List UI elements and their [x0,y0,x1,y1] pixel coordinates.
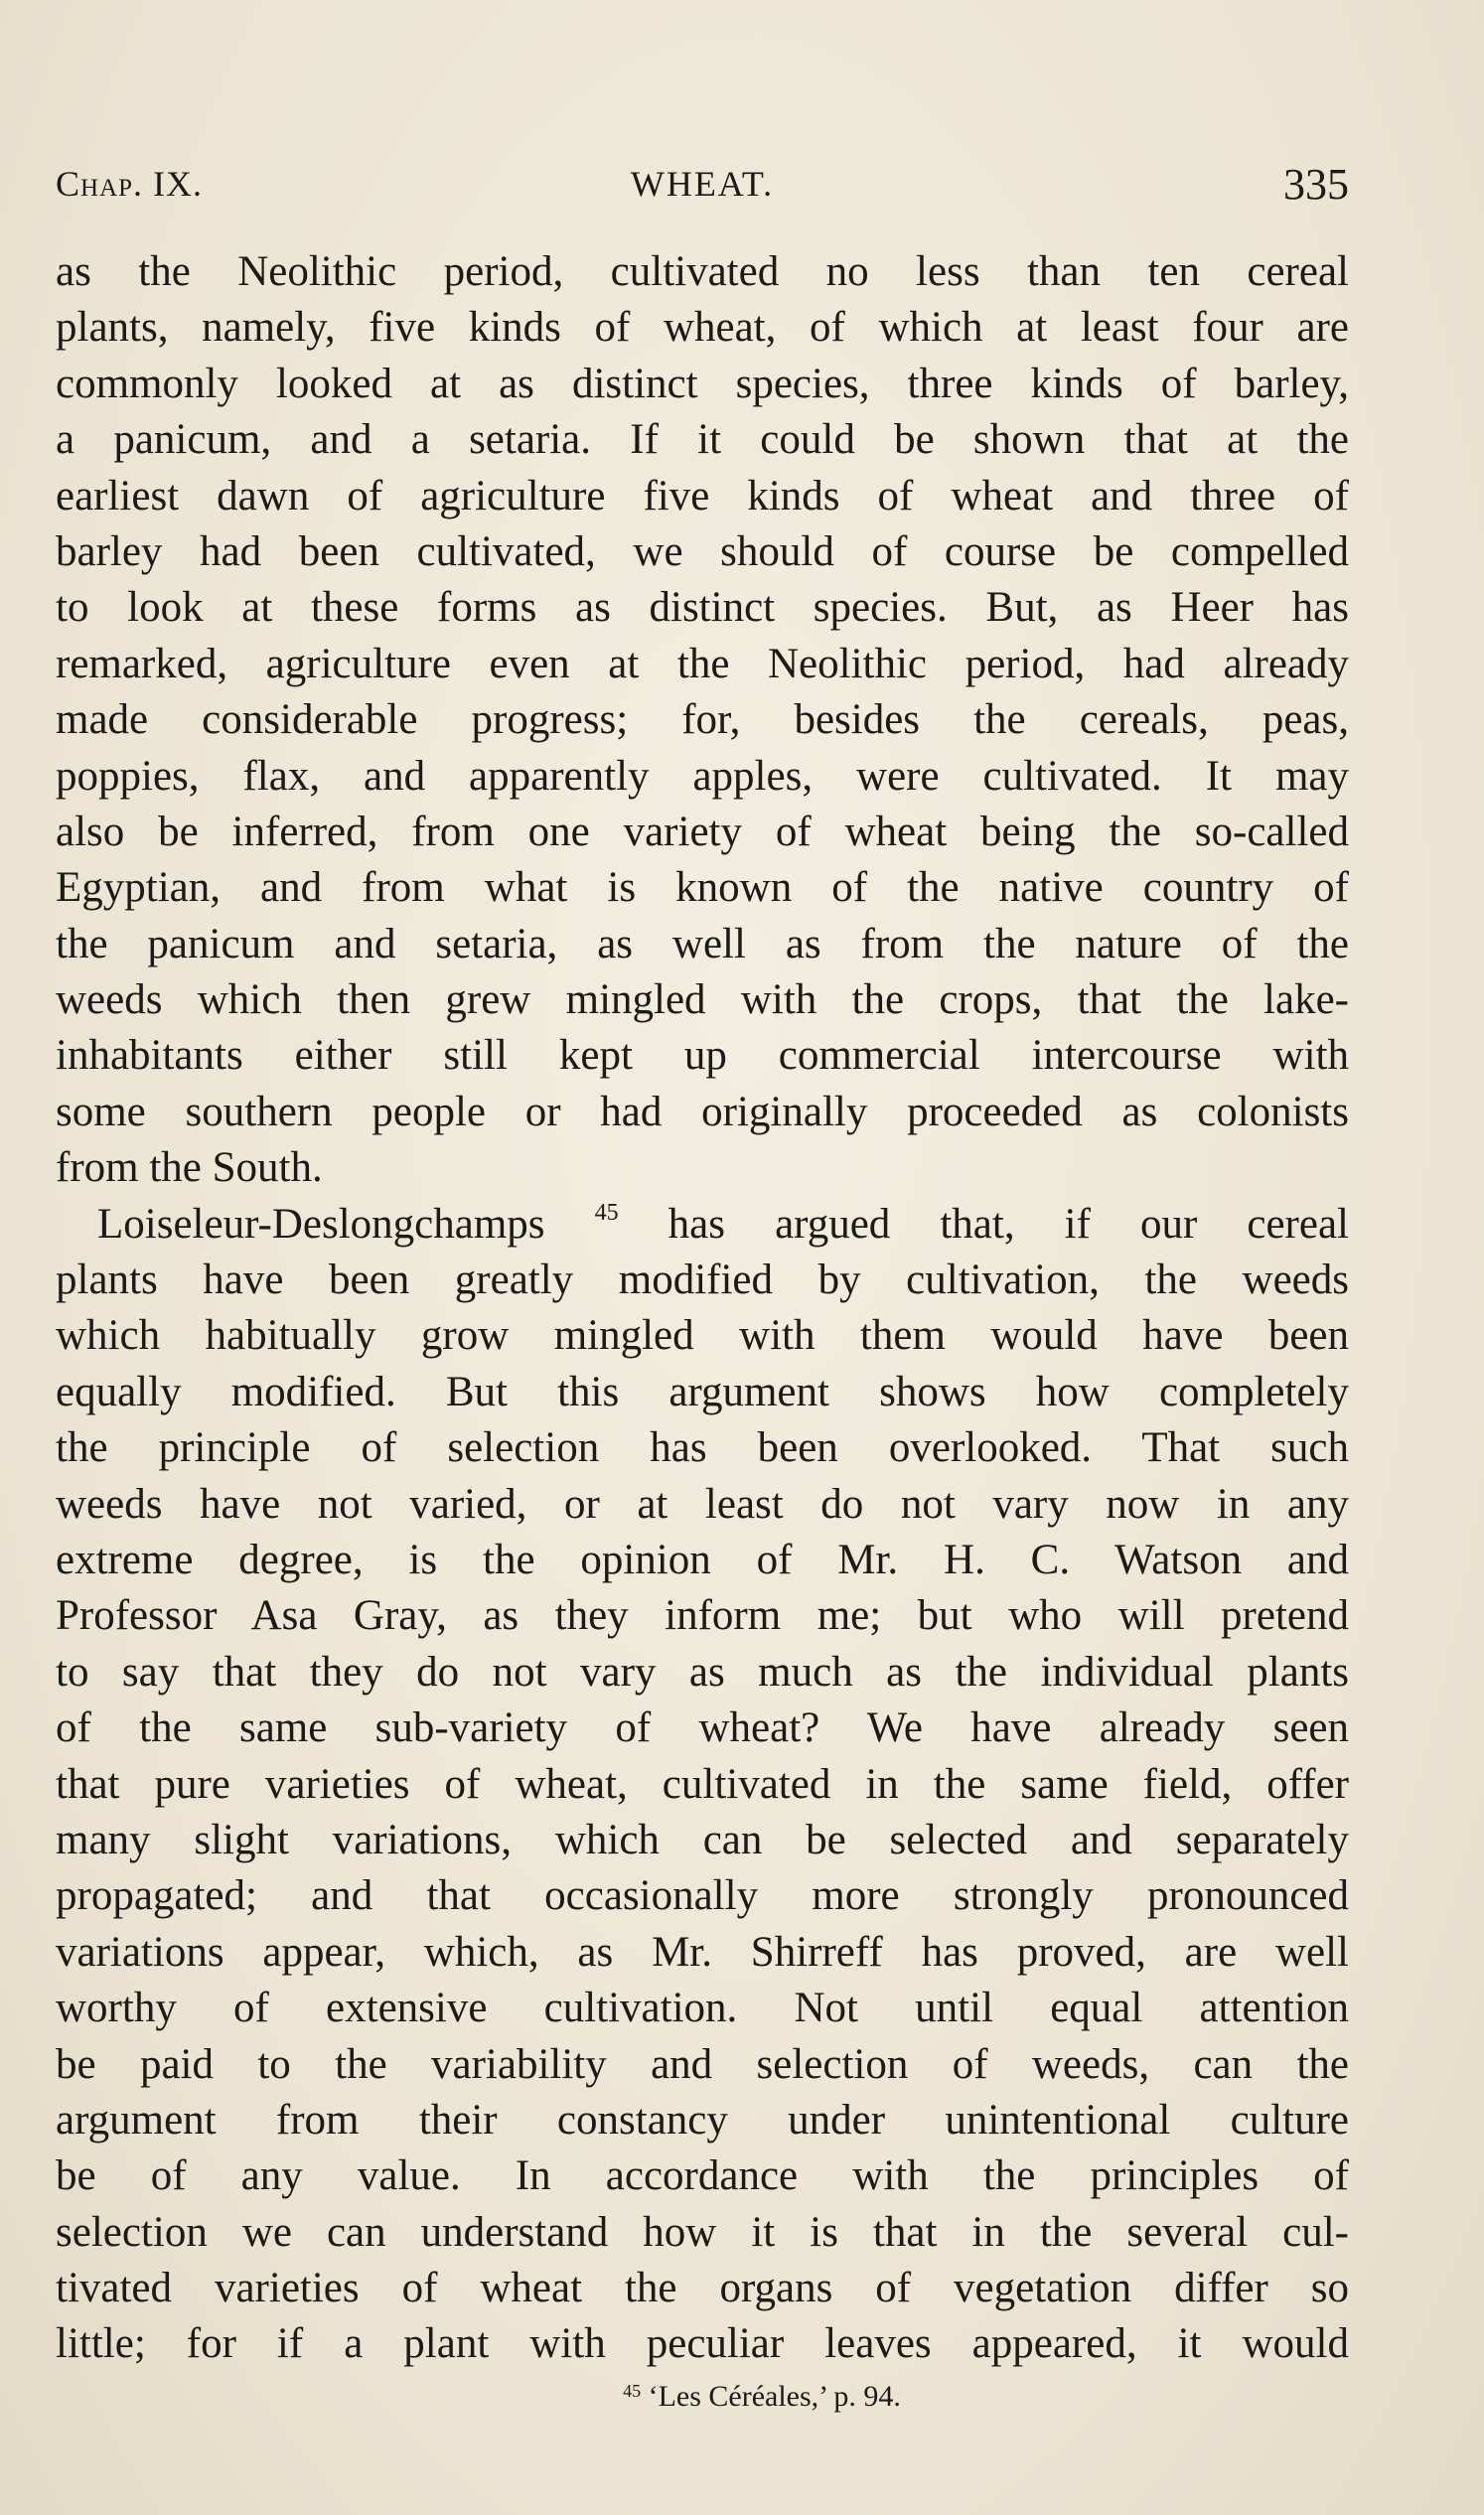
text-line: barley had been cultivated, we should of course be compelled [56,527,1349,575]
text-line: extreme degree, is the opinion of Mr. H. C. Watson and [56,1536,1349,1583]
text-line: the panicum and setaria, as well as from the nature of the [56,920,1349,967]
text-line: from the South. [56,1144,323,1192]
text-line: be paid to the variability and selection of weeds, can the [56,2040,1349,2088]
text-line: inhabitants either still kept up commercial intercourse with [56,1032,1349,1080]
text-line: also be inferred, from one variety of wheat being the so-called [56,808,1349,855]
running-title: WHEAT. [630,164,775,204]
text-line: made considerable progress; for, besides the cereals, peas, [56,696,1349,744]
text-fragment: has argued that, if our cereal [668,1200,1349,1248]
text-line: selection we can understand how it is that in the several cul- [56,2208,1349,2256]
text-line: Professor Asa Gray, as they inform me; but who will pretend [56,1592,1349,1640]
text-line: commonly looked at as distinct species, three kinds of barley, [56,360,1349,407]
text-line: little; for if a plant with peculiar leaves appeared, it would [56,2320,1349,2368]
text-line: variations appear, which, as Mr. Shirreff has proved, are well [56,1928,1349,1976]
text-line: the principle of selection has been overlooked. That such [56,1424,1349,1472]
text-line: as the Neolithic period, cultivated no less than ten cereal [56,248,1349,295]
text-line: Egyptian, and from what is known of the native country of [56,864,1349,912]
text-line: be of any value. In accordance with the principles of [56,2152,1349,2200]
text-line: propagated; and that occasionally more strongly pronounced [56,1872,1349,1920]
footnote-ref: 45 [594,1199,619,1226]
text-line: earliest dawn of agriculture five kinds of wheat and three of [56,472,1349,519]
page-body [56,244,1349,2373]
text-line: to say that they do not vary as much as the individual plants [56,1648,1349,1696]
text-line: to look at these forms as distinct species. But, as Heer has [56,584,1349,632]
text-line: some southern people or had originally proceeded as colonists [56,1088,1349,1135]
text-line: a panicum, and a setaria. If it could be shown that at the [56,416,1349,464]
text-line: many slight variations, which can be selected and separately [56,1816,1349,1863]
text-line: worthy of extensive cultivation. Not until equal attention [56,1985,1349,2032]
text-line: poppies, flax, and apparently apples, were cultivated. It may [56,752,1349,800]
text-line: weeds which then grew mingled with the crops, that the lake- [56,976,1349,1024]
footnote-text: ‘Les Céréales,’ p. 94. [648,2380,901,2413]
text-line: weeds have not varied, or at least do not vary now in any [56,1480,1349,1528]
page-number: 335 [1283,160,1349,209]
footnote [0,2380,1484,2414]
paragraph-2 [56,1197,1349,2373]
text-line-first [56,1197,1349,1253]
text-line: which habitually grow mingled with them would have been [56,1312,1349,1360]
paragraph-1 [56,244,1349,1197]
text-line: equally modified. But this argument shows how completely [56,1368,1349,1415]
footnote-number: 45 [623,2381,642,2401]
running-header [56,159,1349,219]
text-line: of the same sub-variety of wheat? We have already seen [56,1704,1349,1752]
text-line: argument from their constancy under unintentional culture [56,2096,1349,2144]
text-line: plants, namely, five kinds of wheat, of which at least four are [56,304,1349,352]
text-line: tivated varieties of wheat the organs of vegetation differ so [56,2265,1349,2312]
text-line: that pure varieties of wheat, cultivated in the same field, offer [56,1760,1349,1808]
chapter-label: Chap. IX. [56,164,204,204]
text-line: remarked, agriculture even at the Neolithic period, had already [56,640,1349,687]
text-line: plants have been greatly modified by cultivation, the weeds [56,1257,1349,1304]
author-name: Loiseleur-Deslongchamps [97,1200,545,1248]
